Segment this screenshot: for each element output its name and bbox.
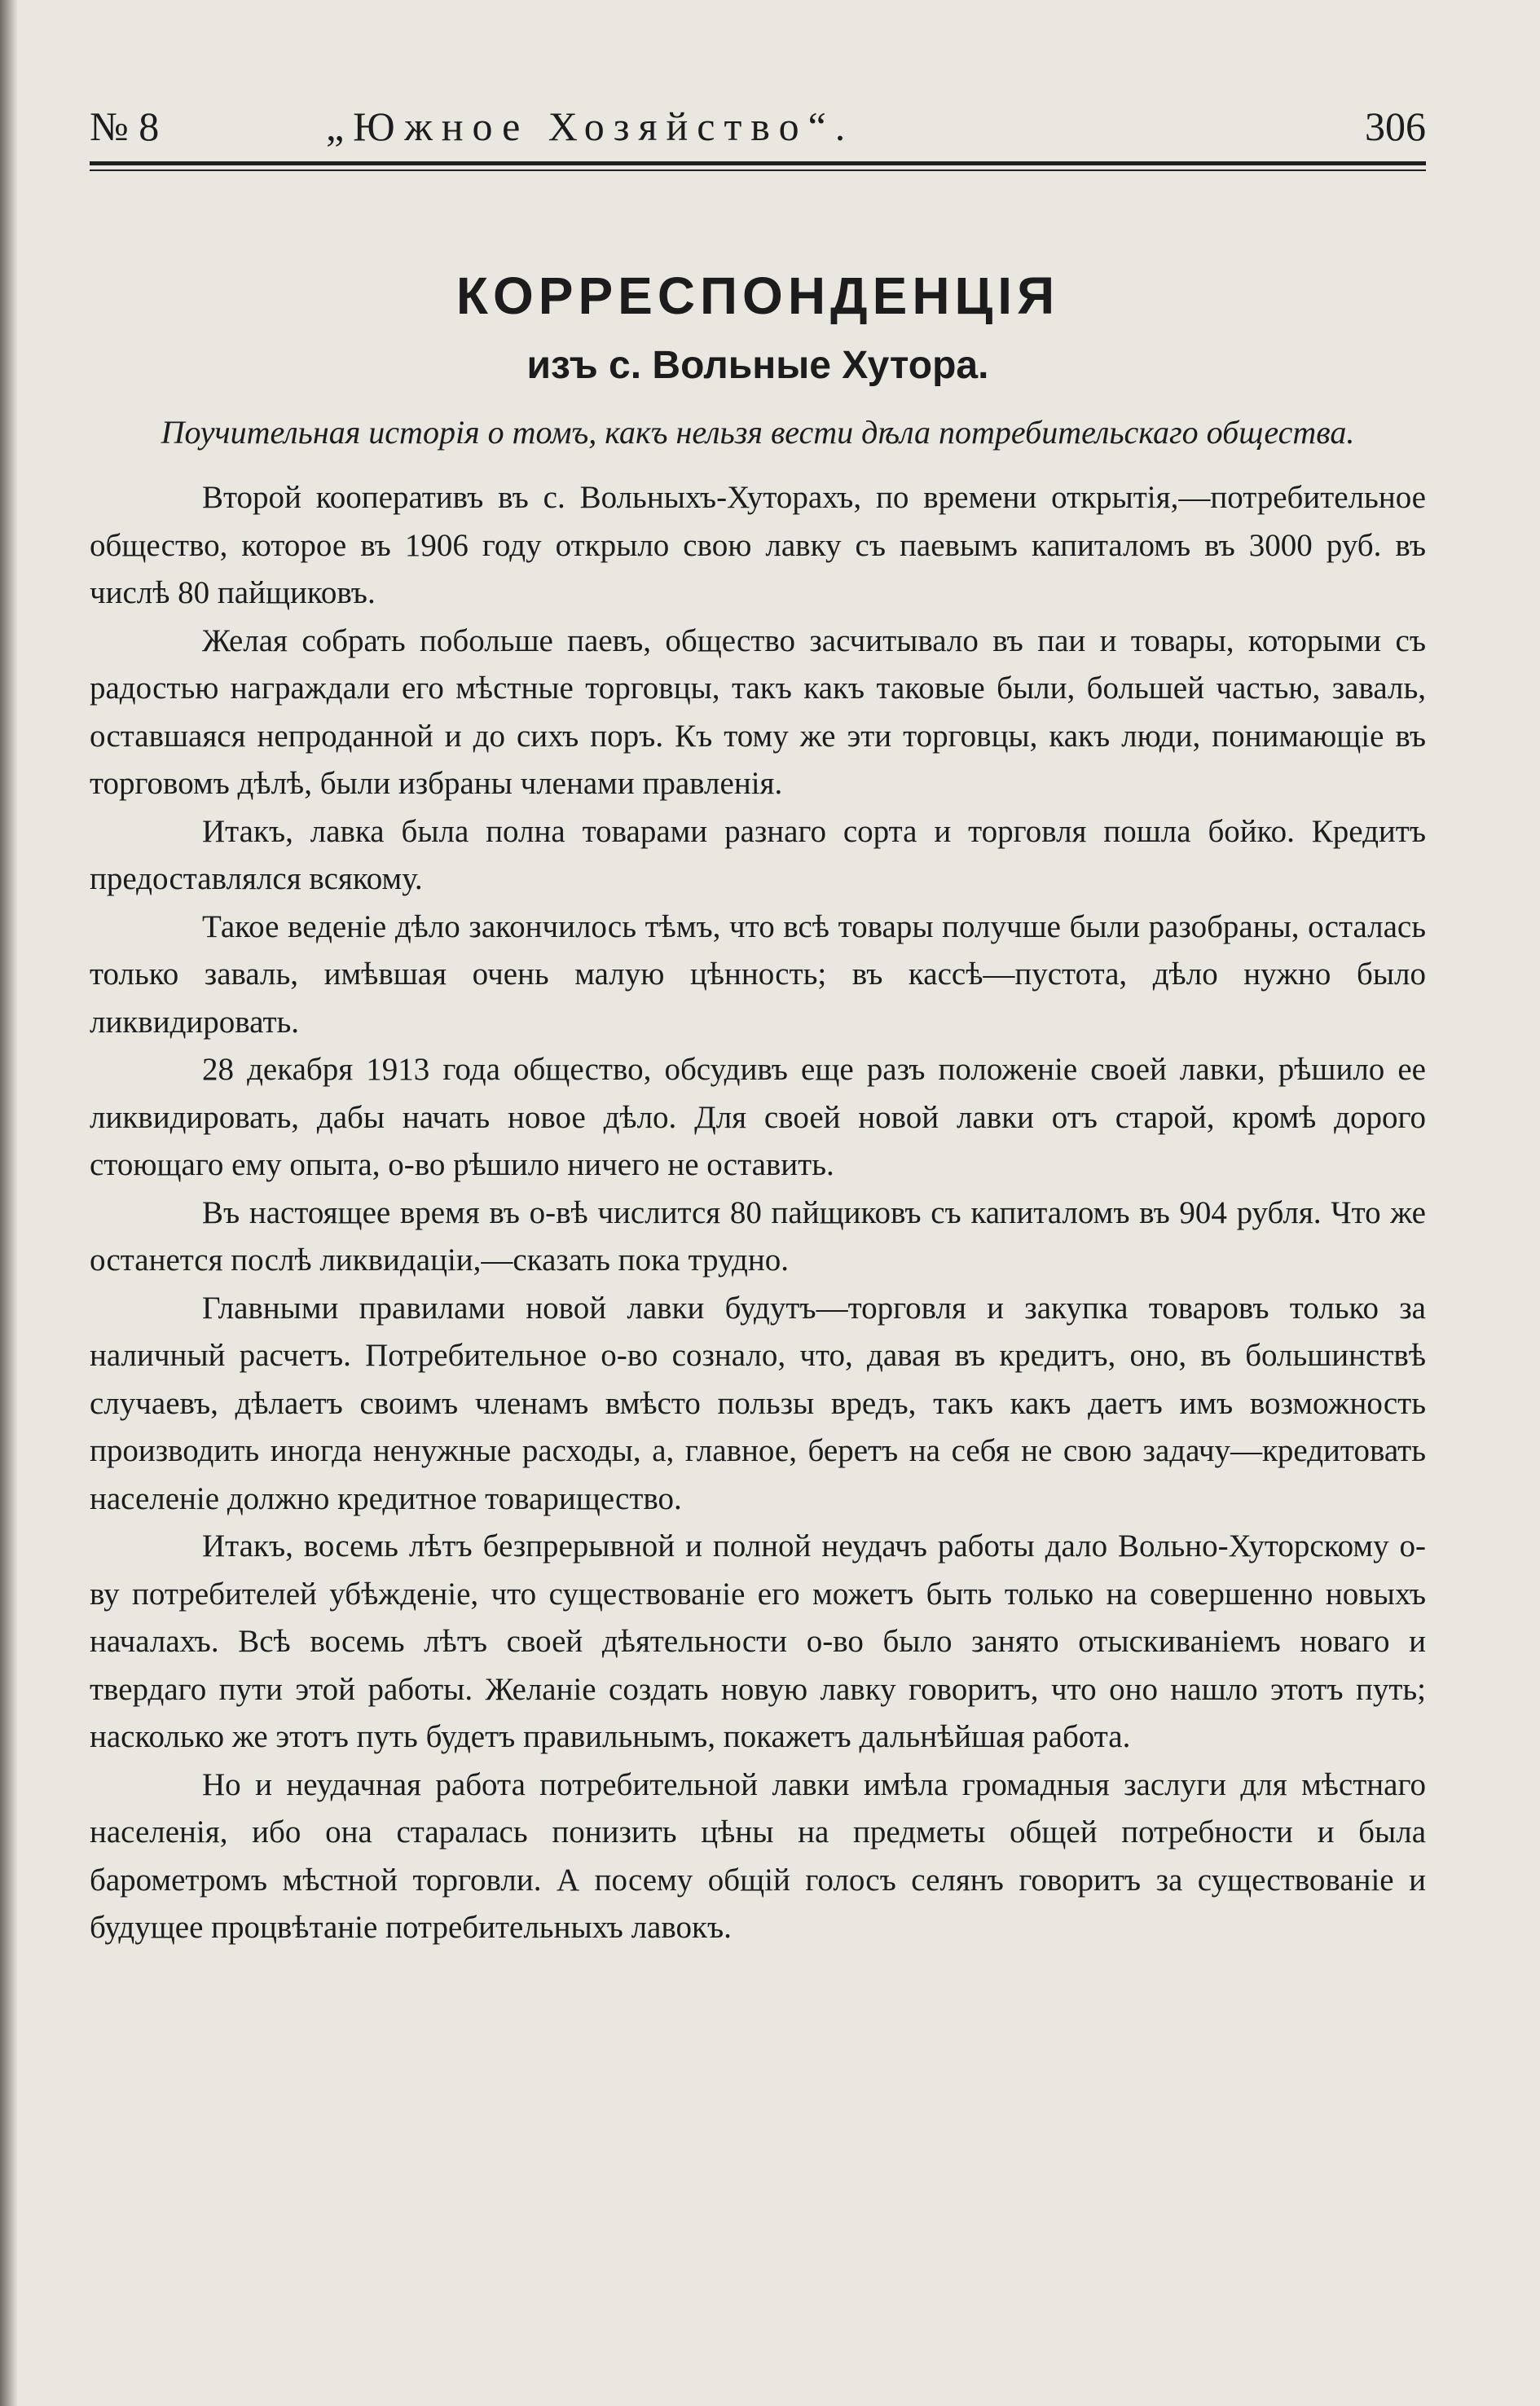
paragraph: Но и неудачная работа потребительной лавки имѣла громадныя заслуги для мѣстнаго населенія, ибо она старалась понизить цѣны на предметы общей потребности и была барометромъ мѣстной торговли. А посему общій голосъ селянъ говоритъ за существованіе и будущее процвѣтаніе потребительныхъ лавокъ.	[90, 1766, 1426, 1945]
paragraph: Такое веденіе дѣло закончилось тѣмъ, что всѣ товары получше были разобраны, осталась только заваль, имѣвшая очень малую цѣнность; въ кассѣ—пустота, дѣло нужно было ликвидировать.	[90, 908, 1426, 1040]
paragraph: Итакъ, лавка была полна товарами разнаго сорта и торговля пошла бойко. Кредитъ предоставлялся всякому.	[90, 813, 1426, 896]
paragraph: Желая собрать побольше паевъ, общество засчитывало въ паи и товары, которыми съ радостью награждали его мѣстные торговцы, такъ какъ таковые были, большей частью, заваль, оставшаяся непроданной и до сихъ поръ. Къ тому же эти торговцы, какъ люди, понимающіе въ торговомъ дѣлѣ, были избраны членами правленія.	[90, 622, 1426, 801]
page-number: 306	[1365, 103, 1426, 149]
issue-number: № 8	[90, 103, 160, 149]
paragraph: 28 декабря 1913 года общество, обсудивъ еще разъ положеніе своей лавки, рѣшило ее ликвидировать, дабы начать новое дѣло. Для своей новой лавки отъ старой, кромѣ дорого стоющаго ему опыта, о-во рѣшило ничего не оставить.	[90, 1052, 1426, 1182]
article-body	[90, 474, 1426, 1952]
paragraph: Итакъ, восемь лѣтъ безпрерывной и полной неудачъ работы дало Вольно-Хуторскому о-ву потребителей убѣжденіе, что существованіе его можетъ быть только на совершенно новыхъ началахъ. Всѣ восемь лѣтъ своей дѣятельности о-во было занято отыскиваніемъ новаго и твердаго пути этой работы. Желаніе создать новую лавку говоритъ, что оно нашло этотъ путь; насколько же этотъ путь будетъ правильнымъ, покажетъ дальнѣйшая работа.	[90, 1528, 1426, 1754]
paragraph: Въ настоящее время въ о-вѣ числится 80 пайщиковъ съ капиталомъ въ 904 рубля. Что же останется послѣ ликвидаціи,—сказать пока трудно.	[90, 1194, 1426, 1278]
newspaper-page	[90, 98, 1426, 1952]
journal-title: „Южное Хозяйство“.	[326, 103, 855, 149]
paragraph: Второй кооперативъ въ с. Вольныхъ-Хуторахъ, по времени открытія,—потребительное общество, которое въ 1906 году открыло свою лавку съ паевымъ капиталомъ въ 3000 руб. въ числѣ 80 пайщиковъ.	[90, 480, 1426, 610]
article-heading: КОРРЕСПОНДЕНЦІЯ	[455, 266, 1060, 325]
article-lede: Поучительная исторія о томъ, какъ нельзя вести дѣла потребительскаго общества.	[161, 414, 1355, 451]
running-head	[90, 98, 1426, 155]
page-binding-edge	[0, 0, 18, 2406]
header-rule-thin	[90, 169, 1426, 171]
header-rule-thick	[90, 161, 1426, 165]
paragraph: Главными правилами новой лавки будутъ—торговля и закупка товаровъ только за наличный расчетъ. Потребительное о-во сознало, что, давая въ кредитъ, оно, въ большинствѣ случаевъ, дѣлаетъ своимъ членамъ вмѣсто пользы вредъ, такъ какъ даетъ имъ возможность производить иногда ненужные расходы, а, главное, беретъ на себя не свою задачу—кредитовать населеніе должно кредитное товарищество.	[90, 1290, 1426, 1516]
article-subheading: изъ с. Вольные Хутора.	[526, 344, 989, 387]
